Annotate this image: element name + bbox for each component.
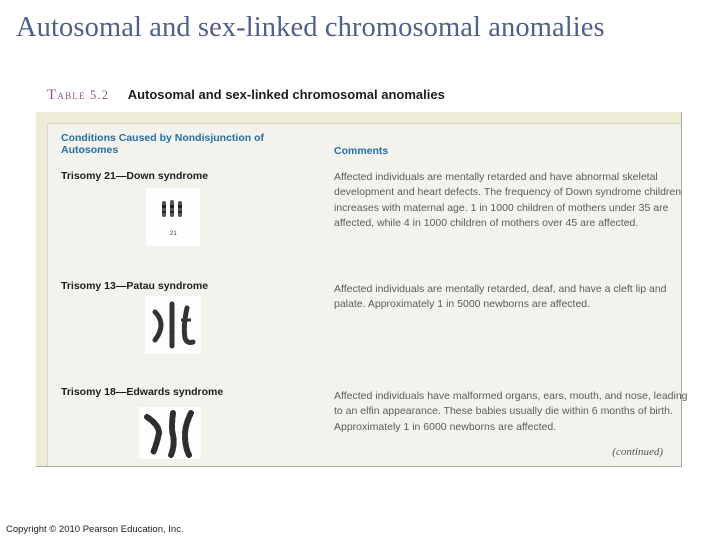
table-panel bbox=[47, 123, 688, 466]
comment-trisomy-18: Affected individuals have malformed organs, ears, mouth, and nose, leading to an elfin appearance. These babies usually die within 6 months of birth. Approximately 1 in 6000 newborns are affected. bbox=[334, 390, 688, 433]
column-header-conditions: Conditions Caused by Nondisjunction of Autosomes bbox=[61, 132, 264, 156]
table-caption-title: Autosomal and sex-linked chromosomal anomalies bbox=[127, 87, 445, 102]
karyotype-trisomy-21-image bbox=[146, 188, 200, 246]
karyotype-label-21: 21 bbox=[170, 231, 177, 237]
table-caption bbox=[47, 86, 445, 104]
table-number-rest: able 5.2 bbox=[57, 88, 110, 102]
condition-trisomy-18: Trisomy 18—Edwards syndrome bbox=[61, 386, 224, 398]
chromosome-21-icon bbox=[146, 188, 200, 246]
karyotype-trisomy-18-image bbox=[139, 407, 201, 459]
column-header-comments: Comments bbox=[334, 145, 389, 157]
slide-title: Autosomal and sex-linked chromosomal anomalies bbox=[16, 12, 605, 43]
condition-trisomy-21: Trisomy 21—Down syndrome bbox=[61, 170, 209, 182]
comment-trisomy-21: Affected individuals are mentally retarded and have abnormal skeletal development and heart defects. The frequency of Down syndrome children increases with maternal age. 1 in 1000 children of mothers under 35 are affected, while 4 in 1000 children of mothers over 45 are affected. bbox=[334, 171, 682, 229]
table-number-initial: T bbox=[47, 87, 58, 103]
karyotype-trisomy-13-image bbox=[145, 296, 201, 354]
table-frame bbox=[36, 112, 688, 467]
continued-label: (continued) bbox=[612, 446, 663, 458]
table-number bbox=[47, 88, 109, 102]
comment-trisomy-13: Affected individuals are mentally retarded, deaf, and have a cleft lip and palate. Approximately 1 in 5000 newborns are affected. bbox=[334, 283, 667, 311]
chromosome-13-icon bbox=[145, 296, 201, 354]
condition-trisomy-13: Trisomy 13—Patau syndrome bbox=[61, 280, 209, 292]
chromosome-18-icon bbox=[139, 407, 201, 459]
copyright-notice: Copyright © 2010 Pearson Education, Inc. bbox=[6, 524, 184, 535]
